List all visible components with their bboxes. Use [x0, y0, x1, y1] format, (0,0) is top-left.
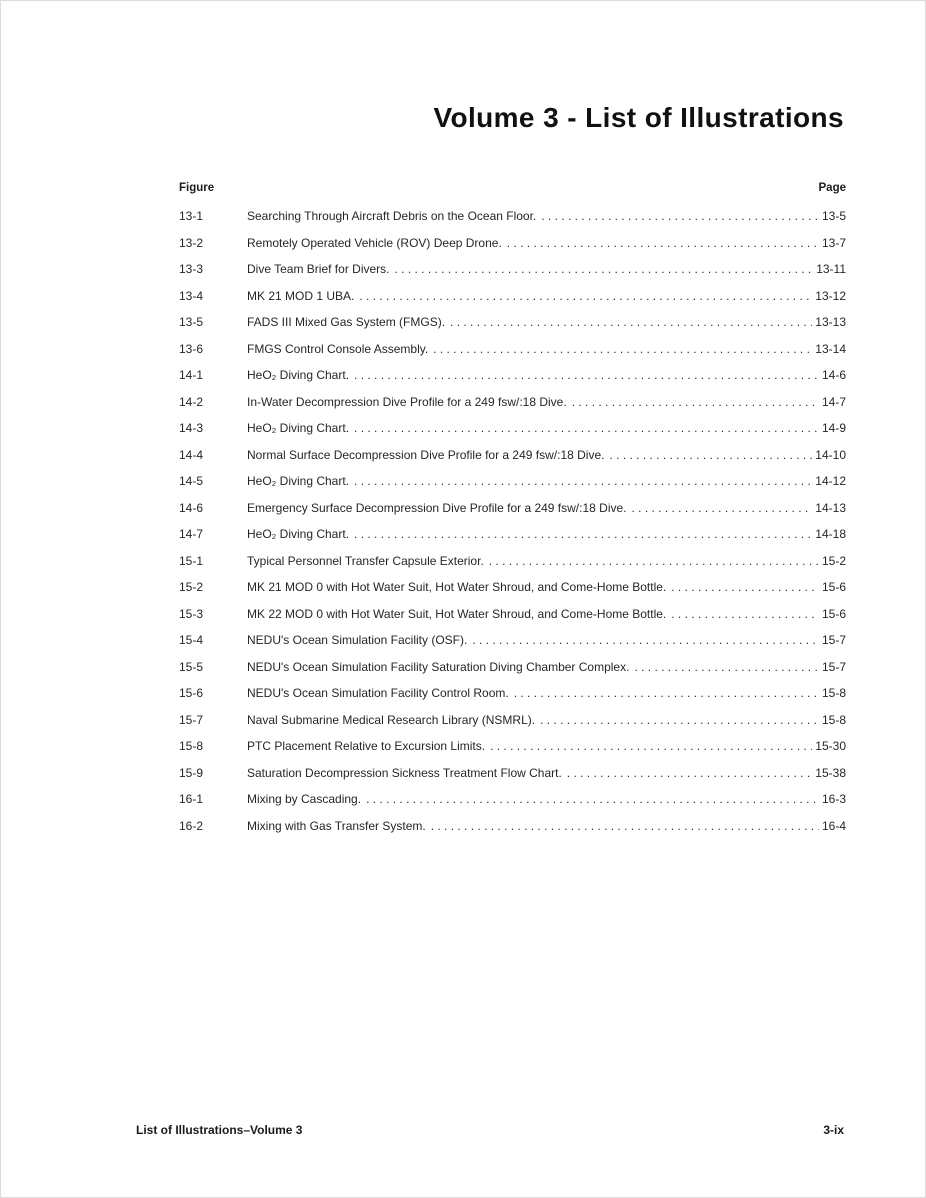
toc-row: [179, 368, 846, 395]
toc-row: [179, 209, 846, 236]
figure-caption: FMGS Control Console Assembly.: [247, 341, 429, 356]
dot-leader: [354, 474, 812, 488]
toc-row: [179, 660, 846, 687]
page-number: 15-38: [815, 765, 846, 780]
figure-caption: NEDU's Ocean Simulation Facility Control Room.: [247, 686, 509, 700]
toc-row: [179, 527, 846, 554]
toc-row: [179, 819, 846, 846]
figure-number: 16-1: [179, 792, 204, 806]
toc-list: [179, 209, 846, 845]
figure-caption: NEDU's Ocean Simulation Facility (OSF).: [247, 633, 468, 647]
figure-caption: Saturation Decompression Sickness Treatment Flow Chart.: [247, 765, 562, 780]
figure-number: 15-9: [179, 765, 204, 780]
toc-row: [179, 554, 846, 581]
toc-row: [179, 342, 846, 369]
dot-leader: [431, 819, 819, 833]
dot-leader: [433, 342, 812, 356]
toc-row: [179, 448, 846, 475]
figure-caption: Naval Submarine Medical Research Library (NSMRL).: [247, 712, 536, 727]
dot-leader: [671, 607, 819, 621]
figure-number: 13-1: [179, 209, 204, 223]
toc-row: [179, 395, 846, 422]
page-number: 13-11: [816, 262, 846, 276]
dot-leader: [359, 289, 812, 303]
toc-row: [179, 633, 846, 660]
figure-number: 15-4: [179, 633, 204, 647]
column-headers: [179, 182, 846, 194]
figure-number: 13-3: [179, 262, 204, 276]
illustrations-list-section: [179, 182, 846, 845]
toc-row: [179, 580, 846, 607]
figure-caption: In-Water Decompression Dive Profile for a 249 fsw/:18 Dive.: [247, 394, 567, 409]
page-number: 14-18: [815, 527, 846, 541]
figure-number: 13-6: [179, 341, 204, 356]
toc-row: [179, 236, 846, 263]
figure-number: 14-7: [179, 527, 204, 541]
figure-caption: MK 21 MOD 1 UBA.: [247, 288, 355, 303]
dot-leader: [394, 262, 813, 276]
figure-number: 14-5: [179, 474, 204, 488]
dot-leader: [540, 713, 819, 727]
figure-caption: Mixing with Gas Transfer System.: [247, 818, 426, 833]
figure-number: 14-2: [179, 394, 204, 409]
toc-row: [179, 792, 846, 819]
toc-row: [179, 501, 846, 528]
figure-number: 15-8: [179, 739, 204, 753]
dot-leader: [354, 527, 812, 541]
page-number: 16-3: [821, 792, 846, 806]
dot-leader: [354, 421, 819, 435]
page-number: 13-5: [821, 209, 846, 223]
figure-number: 14-6: [179, 500, 204, 515]
figure-number: 14-4: [179, 447, 204, 462]
figure-caption: Typical Personnel Transfer Capsule Exterior.: [247, 553, 484, 568]
page-number: 15-8: [821, 712, 846, 727]
toc-row: [179, 607, 846, 634]
page-number: 14-10: [815, 447, 846, 462]
dot-leader: [567, 766, 813, 780]
figure-caption: Emergency Surface Decompression Dive Profile for a 249 fsw/:18 Dive.: [247, 500, 627, 515]
dot-leader: [354, 368, 819, 382]
figure-caption: HeO₂ Diving Chart.: [247, 421, 350, 435]
figure-caption: MK 22 MOD 0 with Hot Water Suit, Hot Water Shroud, and Come-Home Bottle.: [247, 606, 667, 621]
page-number: 15-6: [821, 580, 846, 594]
page-number: 14-13: [815, 500, 846, 515]
dot-leader: [572, 395, 819, 409]
dot-leader: [507, 236, 819, 250]
figure-number: 13-4: [179, 288, 204, 303]
figure-number: 15-3: [179, 606, 204, 621]
page-number: 13-7: [821, 235, 846, 250]
toc-row: [179, 686, 846, 713]
page-number: 15-7: [821, 659, 846, 674]
toc-row: [179, 766, 846, 793]
figure-caption: HeO₂ Diving Chart.: [247, 368, 350, 382]
dot-leader: [632, 501, 813, 515]
toc-row: [179, 713, 846, 740]
figure-caption: Normal Surface Decompression Dive Profile for a 249 fsw/:18 Dive.: [247, 447, 605, 462]
page-number: 14-9: [821, 421, 846, 435]
toc-row: [179, 262, 846, 289]
page-title: Volume 3 - List of Illustrations: [433, 102, 844, 133]
figure-number: 15-7: [179, 712, 204, 727]
figure-number: 15-1: [179, 553, 204, 568]
page-number: 15-2: [821, 553, 846, 568]
figure-number: 13-5: [179, 315, 204, 329]
dot-leader: [489, 554, 819, 568]
figure-caption: HeO₂ Diving Chart.: [247, 527, 350, 541]
page-number: 13-13: [815, 315, 846, 329]
page-number: 13-12: [815, 288, 846, 303]
dot-leader: [514, 686, 819, 700]
toc-row: [179, 289, 846, 316]
figure-number: 14-3: [179, 421, 204, 435]
figure-caption: MK 21 MOD 0 with Hot Water Suit, Hot Water Shroud, and Come-Home Bottle.: [247, 580, 667, 594]
figure-caption: Dive Team Brief for Divers.: [247, 262, 390, 276]
page-column-header: Page: [818, 182, 846, 194]
dot-leader: [450, 315, 812, 329]
dot-leader: [609, 448, 812, 462]
page-number: 16-4: [821, 818, 846, 833]
figure-caption: HeO₂ Diving Chart.: [247, 474, 350, 488]
figure-caption: PTC Placement Relative to Excursion Limits.: [247, 739, 486, 753]
dot-leader: [634, 660, 819, 674]
figure-caption: Mixing by Cascading.: [247, 792, 362, 806]
toc-row: [179, 421, 846, 448]
figure-number: 15-5: [179, 659, 204, 674]
figure-number: 13-2: [179, 235, 204, 250]
toc-row: [179, 739, 846, 766]
page-number: 15-6: [821, 606, 846, 621]
page-number: 14-7: [821, 394, 846, 409]
figure-caption: Remotely Operated Vehicle (ROV) Deep Drone.: [247, 235, 502, 250]
figure-caption: FADS III Mixed Gas System (FMGS).: [247, 315, 446, 329]
page-number: 15-30: [815, 739, 846, 753]
dot-leader: [472, 633, 819, 647]
figure-caption: Searching Through Aircraft Debris on the Ocean Floor.: [247, 209, 537, 223]
figure-number: 16-2: [179, 818, 204, 833]
figure-number: 14-1: [179, 368, 204, 382]
page-number: 15-8: [821, 686, 846, 700]
page-number: 14-12: [815, 474, 846, 488]
dot-leader: [366, 792, 819, 806]
page-number: 13-14: [815, 341, 846, 356]
figure-column-header: Figure: [179, 182, 215, 194]
figure-number: 15-6: [179, 686, 204, 700]
dot-leader: [671, 580, 819, 594]
page-footer: [136, 1123, 844, 1137]
page-number: 15-7: [821, 633, 846, 647]
toc-row: [179, 474, 846, 501]
toc-row: [179, 315, 846, 342]
footer-page-number: 3-ix: [823, 1123, 844, 1137]
figure-number: 15-2: [179, 580, 204, 594]
page-number: 14-6: [821, 368, 846, 382]
dot-leader: [490, 739, 812, 753]
footer-document-title: List of Illustrations–Volume 3: [136, 1123, 303, 1137]
dot-leader: [541, 209, 819, 223]
figure-caption: NEDU's Ocean Simulation Facility Saturation Diving Chamber Complex.: [247, 659, 630, 674]
